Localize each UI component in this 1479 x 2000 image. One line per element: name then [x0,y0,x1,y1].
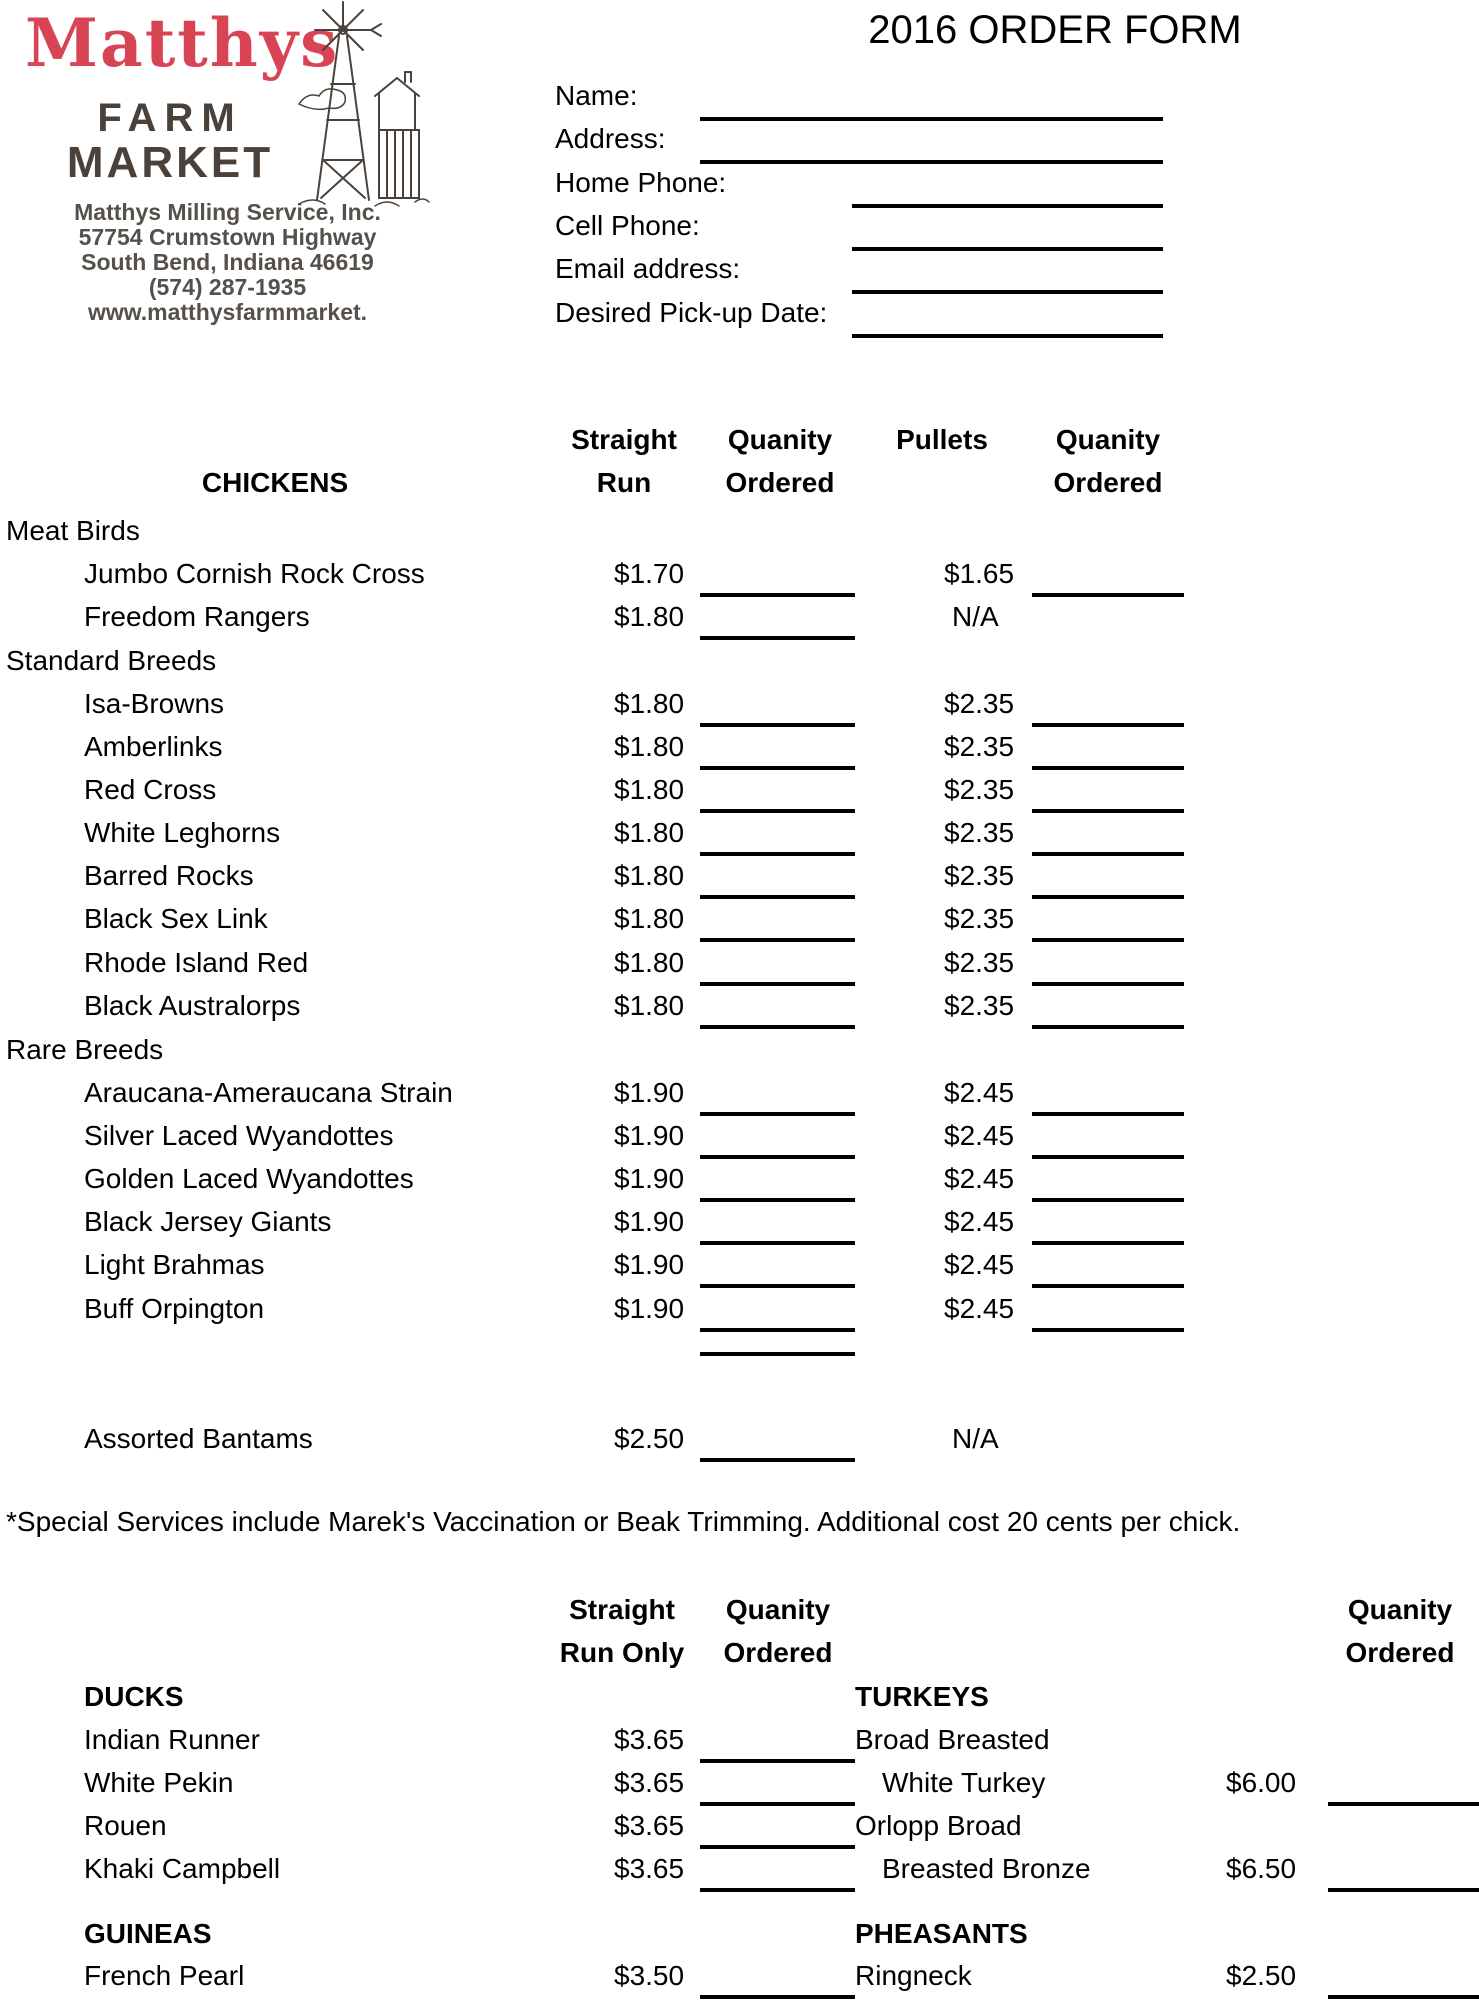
pullets-price: N/A [952,1423,999,1454]
table-row [0,729,1479,773]
duck-qty-field[interactable] [700,1845,855,1849]
table-row [0,1161,1479,1205]
page-title: 2016 ORDER FORM [868,8,1242,52]
pullets-price: $2.35 [944,688,1015,719]
quanity-ordered-header: Ordered [1053,467,1163,498]
table-row [0,686,1479,730]
turkey-name: Breasted Bronze [882,1853,1091,1884]
straight-run-price: $2.50 [614,1423,685,1454]
straight-run-qty-field[interactable] [700,852,855,856]
address-line: Matthys Milling Service, Inc. [74,199,381,225]
logo [0,0,430,330]
straight-run-price: $1.90 [614,1206,685,1237]
name-field[interactable] [700,117,1163,121]
table-row [0,1851,1479,1895]
quanity-ordered-header: Ordered [1345,1637,1455,1668]
straight-run-qty-field[interactable] [700,1025,855,1029]
turkey-price: $6.50 [1226,1853,1297,1884]
windmill-farm-illustration [295,0,430,210]
quanity-ordered-header: Quanity [725,1594,831,1625]
table-row [0,1765,1479,1809]
duck-qty-field[interactable] [700,1802,855,1806]
table-row [0,858,1479,902]
straight-run-qty-field[interactable] [700,1155,855,1159]
pullets-qty-field[interactable] [1032,1284,1184,1288]
pullets-price: $2.45 [944,1120,1015,1151]
table-row [0,815,1479,859]
table-row [0,1291,1479,1335]
pickup-date-field[interactable] [852,334,1163,338]
duck-name: Indian Runner [84,1724,260,1755]
straight-run-qty-field[interactable] [700,593,855,597]
duck-qty-field[interactable] [700,1888,855,1892]
straight-run-only-header: Run Only [559,1637,685,1668]
table-row [0,1421,1479,1465]
table-row [0,988,1479,1032]
turkey-name: Orlopp Broad [855,1810,1022,1841]
table-row [0,1118,1479,1162]
home-phone-field[interactable] [852,204,1163,208]
brand-name: Matthys [25,4,340,82]
pullets-price: $2.35 [944,817,1015,848]
straight-run-price: $1.80 [614,947,685,978]
straight-run-price: $1.80 [614,601,685,632]
straight-run-qty-field[interactable] [700,1458,855,1462]
breed-name: Black Jersey Giants [84,1206,332,1237]
pullets-price: $2.45 [944,1293,1015,1324]
duck-price: $3.65 [614,1853,685,1884]
straight-run-price: $1.80 [614,817,685,848]
guinea-qty-field[interactable] [700,1995,855,1999]
section-row [0,1679,1479,1723]
straight-run-price: $1.90 [614,1249,685,1280]
straight-run-price: $1.80 [614,774,685,805]
breed-name: Barred Rocks [84,860,254,891]
straight-run-qty-field[interactable] [700,1241,855,1245]
straight-run-price: $1.80 [614,731,685,762]
guinea-name: French Pearl [84,1960,245,1991]
duck-price: $3.65 [614,1810,685,1841]
section-label: Standard Breeds [6,645,217,676]
pullets-price: $2.35 [944,731,1015,762]
section-label: Rare Breeds [6,1034,164,1065]
pullets-qty-field[interactable] [1032,895,1184,899]
straight-run-qty-field[interactable] [700,766,855,770]
website-line: www.matthysfarmmarket. [87,299,368,325]
quanity-ordered-header: Ordered [725,467,835,498]
pickup-date-label: Desired Pick-up Date: [555,297,828,328]
brand-market: MARKET [66,138,274,187]
breed-name: Freedom Rangers [84,601,310,632]
breed-name: Golden Laced Wyandottes [84,1163,414,1194]
pullets-qty-field[interactable] [1032,1025,1184,1029]
straight-run-qty-field[interactable] [700,636,855,640]
company-address [40,200,415,325]
pullets-price: $2.35 [944,903,1015,934]
quanity-ordered-header: Quanity [1347,1594,1453,1625]
breed-name: Amberlinks [84,731,223,762]
straight-run-qty-field[interactable] [700,809,855,813]
pullets-qty-field[interactable] [1032,938,1184,942]
turkey-price: $6.00 [1226,1767,1297,1798]
address-line: 57754 Crumstown Highway [78,224,377,250]
straight-run-price: $1.80 [614,990,685,1021]
straight-run-price: $1.90 [614,1163,685,1194]
breed-name: Black Australorps [84,990,301,1021]
breed-name: Red Cross [84,774,217,805]
table-row [0,1247,1479,1291]
straight-run-header: Run [596,467,652,498]
pullets-qty-field[interactable] [1032,766,1184,770]
brand-farm: FARM [97,96,243,140]
turkey-qty-field[interactable] [1328,1888,1479,1892]
pullets-price: N/A [952,601,999,632]
pullets-qty-field[interactable] [1032,1198,1184,1202]
section-label: Meat Birds [6,515,140,546]
pullets-price: $2.45 [944,1206,1015,1237]
section-row [0,643,1479,687]
breed-name: Black Sex Link [84,903,268,934]
table-row [0,772,1479,816]
chickens-group-title: CHICKENS [201,467,349,498]
straight-run-price: $1.80 [614,860,685,891]
straight-run-qty-field[interactable] [700,723,855,727]
guinea-price: $3.50 [614,1960,685,1991]
pullets-qty-field[interactable] [1032,809,1184,813]
breed-name: Araucana-Ameraucana Strain [84,1077,453,1108]
pullets-qty-field[interactable] [1032,723,1184,727]
pheasant-name: Ringneck [855,1960,972,1991]
turkeys-title: TURKEYS [855,1681,989,1712]
pullets-price: $2.45 [944,1249,1015,1280]
breed-name: Rhode Island Red [84,947,309,978]
breed-name: White Leghorns [84,817,281,848]
turkey-name: White Turkey [882,1767,1046,1798]
pullets-price: $2.35 [944,774,1015,805]
pullets-qty-field[interactable] [1032,1241,1184,1245]
straight-run-price: $1.80 [614,903,685,934]
pullets-price: $2.45 [944,1163,1015,1194]
pullets-price: $2.35 [944,990,1015,1021]
cell-phone-field[interactable] [852,247,1163,251]
straight-run-price: $1.90 [614,1120,685,1151]
email-label: Email address: [555,253,741,284]
address-label: Address: [555,123,666,154]
straight-run-price: $1.90 [614,1077,685,1108]
duck-name: White Pekin [84,1767,234,1798]
pullets-price: $2.45 [944,1077,1015,1108]
table-row [0,945,1479,989]
duck-name: Khaki Campbell [84,1853,281,1884]
straight-run-qty-field[interactable] [700,1284,855,1288]
breed-name: Assorted Bantams [84,1423,313,1454]
straight-run-qty-field[interactable] [700,895,855,899]
section-row [0,1916,1479,1960]
pullets-qty-field[interactable] [1032,852,1184,856]
phone-line: (574) 287-1935 [148,274,307,300]
straight-run-qty-field[interactable] [700,1112,855,1116]
pheasant-price: $2.50 [1226,1960,1297,1991]
address-field[interactable] [700,160,1163,164]
home-phone-label: Home Phone: [555,167,727,198]
straight-run-header: Straight [571,424,677,455]
pullets-header: Pullets [896,424,988,455]
duck-price: $3.65 [614,1724,685,1755]
breed-name: Light Brahmas [84,1249,265,1280]
pullets-price: $1.65 [944,558,1015,589]
straight-run-price: $1.70 [614,558,685,589]
straight-run-price: $1.80 [614,688,685,719]
turkey-name: Broad Breasted [855,1724,1050,1755]
pullets-price: $2.35 [944,860,1015,891]
table-row [0,1204,1479,1248]
duck-qty-field[interactable] [700,1759,855,1763]
straight-run-only-header: Straight [569,1594,675,1625]
table-row [0,599,1479,643]
table-row [0,1958,1479,2000]
breed-name: Silver Laced Wyandottes [84,1120,394,1151]
table-row [0,1722,1479,1766]
breed-name: Buff Orpington [84,1293,265,1324]
straight-run-qty-field[interactable] [700,1328,855,1332]
quanity-ordered-header: Ordered [723,1637,833,1668]
table-row [0,1075,1479,1119]
name-label: Name: [555,80,638,111]
pullets-qty-field[interactable] [1032,982,1184,986]
section-row [0,1032,1479,1076]
blank-qty-field[interactable] [700,1352,855,1356]
address-line: South Bend, Indiana 46619 [81,249,374,275]
duck-price: $3.65 [614,1767,685,1798]
table-row [0,556,1479,600]
quanity-ordered-header: Quanity [1055,424,1161,455]
straight-run-qty-field[interactable] [700,982,855,986]
pullets-qty-field[interactable] [1032,593,1184,597]
quanity-ordered-header: Quanity [727,424,833,455]
table-row [0,901,1479,945]
pullets-qty-field[interactable] [1032,1328,1184,1332]
section-row [0,513,1479,557]
guineas-title: GUINEAS [84,1918,212,1949]
straight-run-qty-field[interactable] [700,1198,855,1202]
duck-name: Rouen [84,1810,167,1841]
straight-run-qty-field[interactable] [700,938,855,942]
breed-name: Jumbo Cornish Rock Cross [84,558,425,589]
straight-run-price: $1.90 [614,1293,685,1324]
table-row [0,1808,1479,1852]
pheasant-qty-field[interactable] [1328,1995,1479,1999]
cell-phone-label: Cell Phone: [555,210,700,241]
pheasants-title: PHEASANTS [855,1918,1028,1949]
pullets-qty-field[interactable] [1032,1155,1184,1159]
pullets-qty-field[interactable] [1032,1112,1184,1116]
special-services-note: *Special Services include Marek's Vaccination or Beak Trimming. Additional cost 20 cents per chick. [6,1506,1241,1537]
ducks-title: DUCKS [84,1681,184,1712]
pullets-price: $2.35 [944,947,1015,978]
breed-name: Isa-Browns [84,688,225,719]
turkey-qty-field[interactable] [1328,1802,1479,1806]
email-field[interactable] [852,290,1163,294]
